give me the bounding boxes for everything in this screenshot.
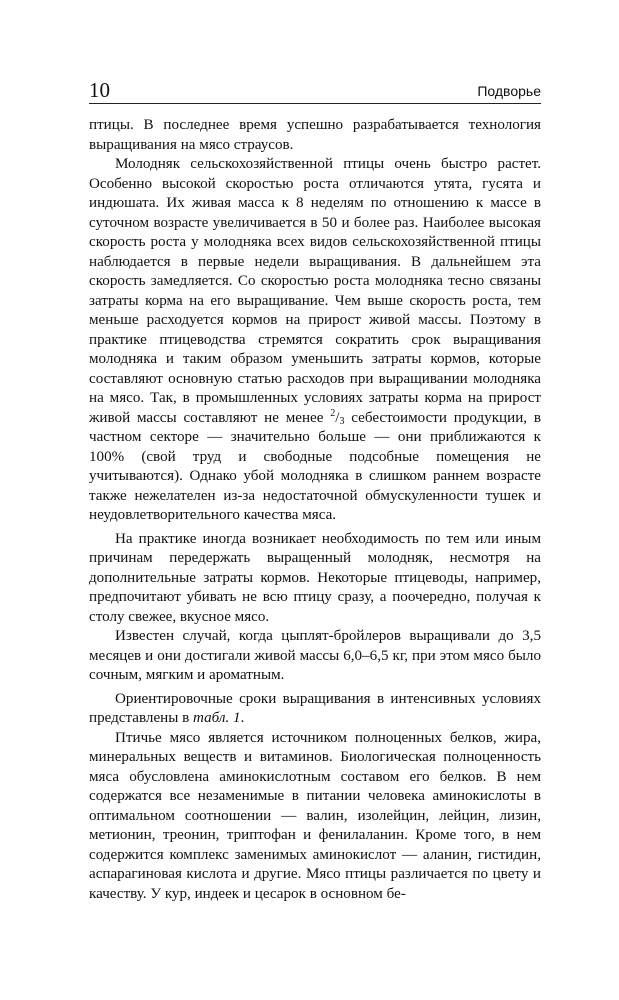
paragraph-text: себестоимости продукции, в частном секторе — значительно больше — они приближаются к 100% (свой труд и свободные подсобные помещения не учитываются). Однако убой молодняка в слишком раннем возрасте также нежелателен из-за недостаточной обмускуленности тушек и неудовлетворительного качества мяса. — [89, 409, 541, 523]
header-rule — [89, 103, 541, 104]
paragraph-text: Молодняк сельскохозяйственной птицы очень быстро растет. Особенно высокой скоростью роста отличаются утята, гусята и индюшата. Их живая масса к 8 неделям по отношению к массе в суточном возрасте увеличивается в 50 и более раз. Наиболее высокая скорость роста у молодняка всех видов сельскохозяйственной птицы наблюдается в первые недели выращивания. В дальнейшем эта скорость замедляется. Со скоростью роста молодняка тесно связаны затраты корма на его выращивание. Чем выше скорость роста, тем меньше расходуется кормов на прирост живой массы. Поэтому в практике птицеводства стремятся сократить срок выращивания молодняка и таким образом уменьшить затраты кормов, которые составляют основную статью расходов при выращивании молодняка на мясо. Так, в промышленных условиях затраты корма на прирост живой массы составляют не менее — [89, 156, 541, 426]
fraction-denominator: 3 — [339, 415, 345, 427]
paragraph-text: Ориентировочные сроки выращивания в интенсивных условиях представлены в — [89, 690, 541, 726]
running-title: Подворье — [477, 83, 541, 99]
paragraph-table-ref — [89, 690, 541, 729]
body-text — [89, 116, 541, 904]
table-reference: табл. 1 — [193, 710, 241, 726]
fraction-numerator: 2 — [330, 407, 336, 419]
page-header — [89, 78, 541, 104]
paragraph-practice: На практике иногда возникает необходимость по тем или иным причинам передержать выращенный молодняк, несмотря на дополнительные затраты кормов. Некоторые птицеводы, например, предпочитают убивать не всю птицу сразу, а поочередно, получая к столу свежее, вкусное мясо. — [89, 530, 541, 625]
paragraph-continued: птицы. В последнее время успешно разрабатывается технология выращивания на мясо страусов. — [89, 117, 541, 153]
paragraph-broilers: Известен случай, когда цыплят-бройлеров выращивали до 3,5 месяцев и они достигали живой массы 6,0–6,5 кг, при этом мясо было сочным, мягким и ароматным. — [89, 628, 541, 683]
paragraph-nutrition: Птичье мясо является источником полноценных белков, жира, минеральных веществ и витаминов. Биологическая полноценность мяса обусловлена аминокислотным составом его белков. В нем содержатся все незаменимые в питании человека аминокислоты в оптимальном соотношении — валин, изолейцин, лейцин, лизин, метионин, треонин, триптофан и фенилаланин. Кроме того, в нем содержится комплекс заменимых аминокислот — аланин, гистидин, аспарагиновая кислота и другие. Мясо птицы различается по цвету и качеству. У кур, индеек и цесарок в основном бе- — [89, 729, 541, 902]
fraction-slash: / — [335, 409, 340, 426]
paragraph-growth-rate — [89, 155, 541, 526]
paragraph-text: . — [240, 710, 245, 726]
page-number: 10 — [89, 78, 110, 102]
